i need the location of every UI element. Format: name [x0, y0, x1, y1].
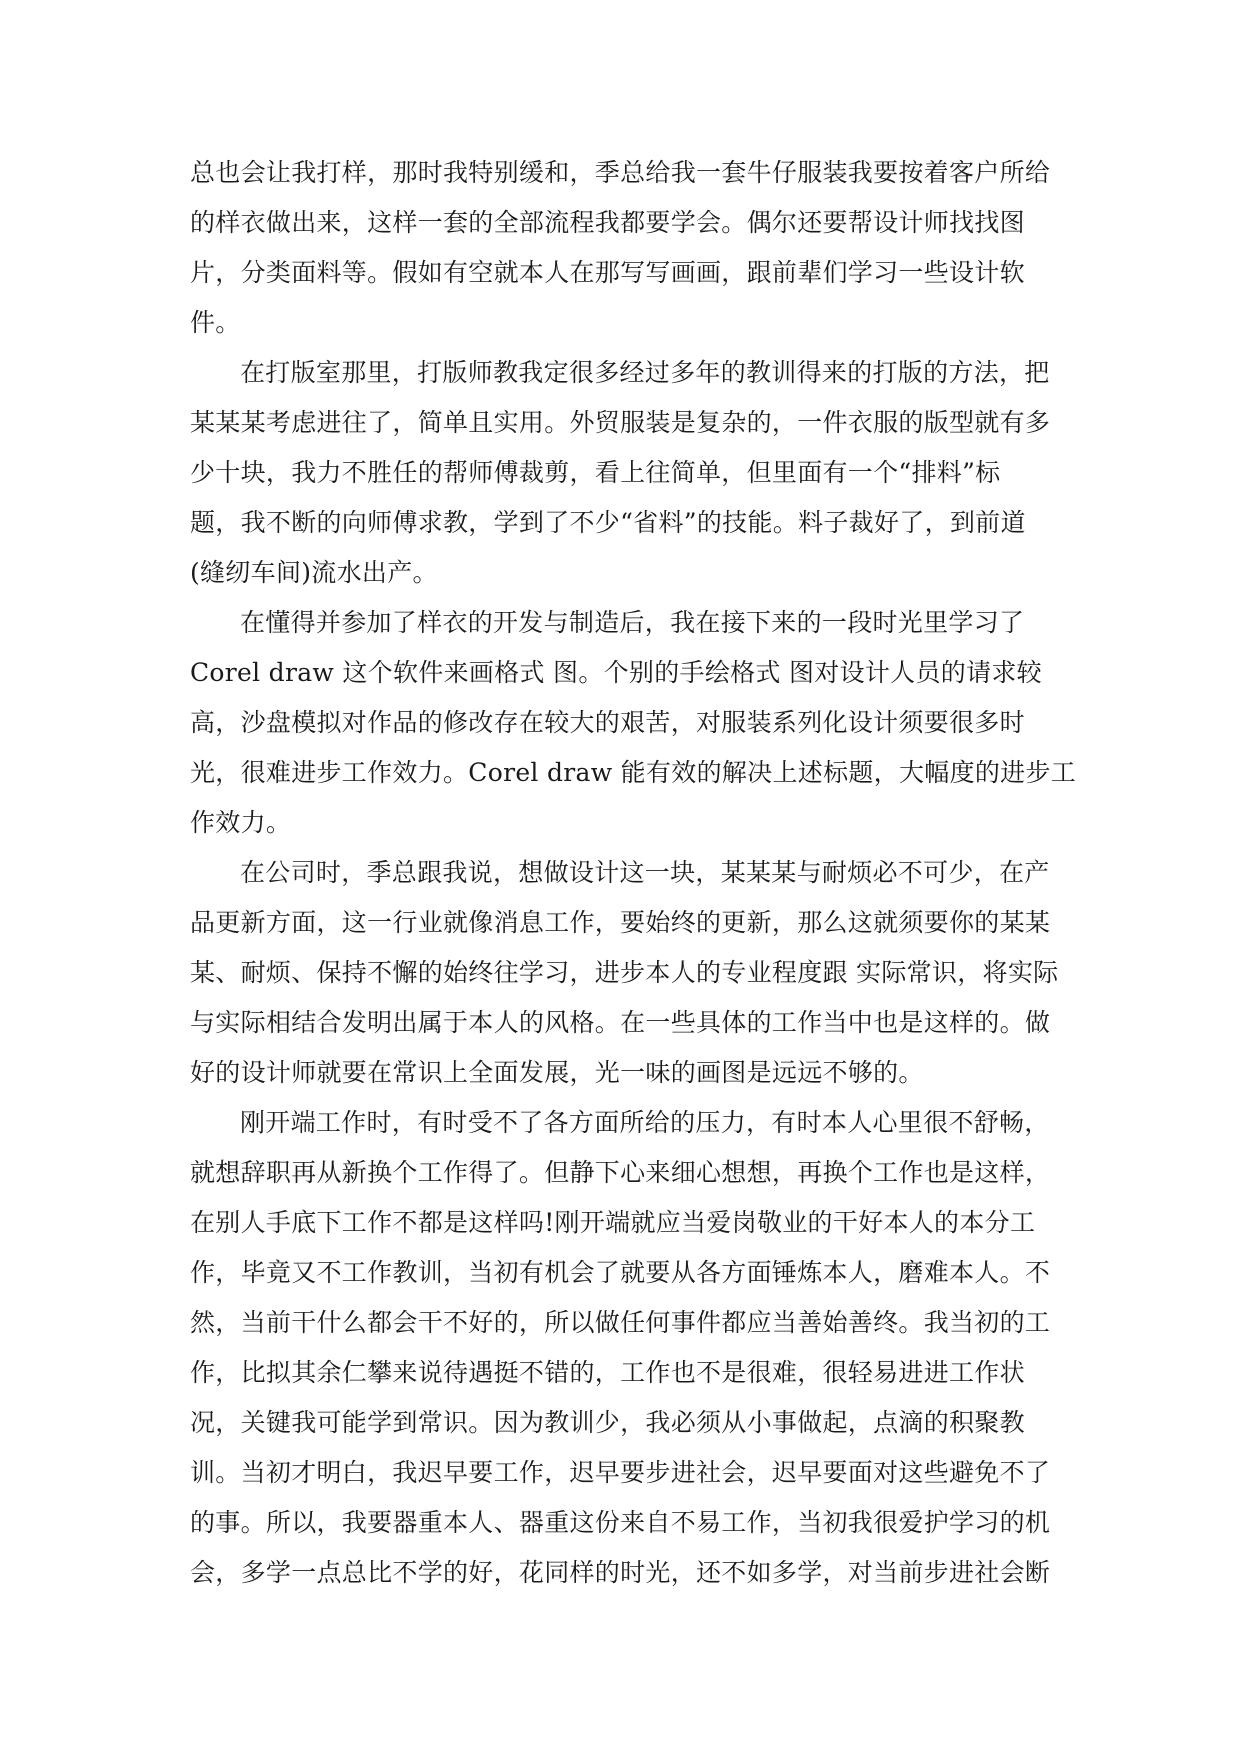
text-line: 况，关键我可能学到常识。因为教训少，我必须从小事做起，点滴的积聚教 — [190, 1408, 1025, 1437]
text-line: 某某某考虑进往了，简单且实用。外贸服装是复杂的，一件衣服的版型就有多 — [190, 408, 1051, 437]
text-line: 作效力。 — [190, 808, 292, 837]
text-line: 在打版室那里，打版师教我定很多经过多年的教训得来的打版的方法，把 — [240, 358, 1050, 387]
text-line: 好的设计师就要在常识上全面发展，光一味的画图是远远不够的。 — [190, 1058, 924, 1087]
text-line: 高，沙盘模拟对作品的修改存在较大的艰苦，对服装系列化设计须要很多时 — [190, 708, 1025, 737]
text-line: 在公司时，季总跟我说，想做设计这一块，某某某与耐烦必不可少，在产 — [240, 858, 1050, 887]
text-line: 在别人手底下工作不都是这样吗!刚开端就应当爱岗敬业的干好本人的本分工 — [190, 1208, 1036, 1237]
text-line: 然，当前干什么都会干不好的，所以做任何事件都应当善始善终。我当初的工 — [190, 1308, 1051, 1337]
text-line: 光，很难进步工作效力。Corel draw 能有效的解决上述标题，大幅度的进步工 — [190, 758, 1077, 787]
text-line: 刚开端工作时，有时受不了各方面所给的压力，有时本人心里很不舒畅， — [240, 1108, 1050, 1137]
text-line: 就想辞职再从新换个工作得了。但静下心来细心想想，再换个工作也是这样， — [190, 1158, 1051, 1187]
text-line: (缝纫车间)流水出产。 — [190, 558, 438, 587]
text-line: Corel draw 这个软件来画格式 图。个别的手绘格式 图对设计人员的请求较 — [190, 658, 1042, 687]
text-line: 某、耐烦、保持不懈的始终往学习，进步本人的专业程度跟 实际常识，将实际 — [190, 958, 1059, 987]
text-line: 训。当初才明白，我迟早要工作，迟早要步进社会，迟早要面对这些避免不了 — [190, 1458, 1051, 1487]
text-line: 总也会让我打样，那时我特别缓和，季总给我一套牛仔服装我要按着客户所给 — [190, 158, 1051, 187]
text-line: 与实际相结合发明出属于本人的风格。在一些具体的工作当中也是这样的。做 — [190, 1008, 1051, 1037]
document-body — [190, 148, 1077, 1598]
text-line: 的样衣做出来，这样一套的全部流程我都要学会。偶尔还要帮设计师找找图 — [190, 208, 1025, 237]
text-line: 的事。所以，我要器重本人、器重这份来自不易工作，当初我很爱护学习的机 — [190, 1508, 1051, 1537]
text-line: 在懂得并参加了样衣的开发与制造后，我在接下来的一段时光里学习了 — [240, 608, 1025, 637]
text-line: 会，多学一点总比不学的好，花同样的时光，还不如多学，对当前步进社会断 — [190, 1558, 1051, 1587]
text-line: 作，比拟其余仁攀来说待遇挺不错的，工作也不是很难，很轻易进进工作状 — [190, 1358, 1025, 1387]
text-line: 片，分类面料等。假如有空就本人在那写写画画，跟前辈们学习一些设计软 — [190, 258, 1025, 287]
text-line: 作，毕竟又不工作教训，当初有机会了就要从各方面锤炼本人，磨难本人。不 — [190, 1258, 1051, 1287]
text-line: 少十块，我力不胜任的帮师傅裁剪，看上往简单，但里面有一个“排料”标 — [190, 458, 1001, 487]
text-line: 品更新方面，这一行业就像消息工作，要始终的更新，那么这就须要你的某某 — [190, 908, 1051, 937]
text-line: 件。 — [190, 308, 241, 337]
text-line: 题，我不断的向师傅求教，学到了不少“省料”的技能。料子裁好了，到前道 — [190, 508, 1026, 537]
